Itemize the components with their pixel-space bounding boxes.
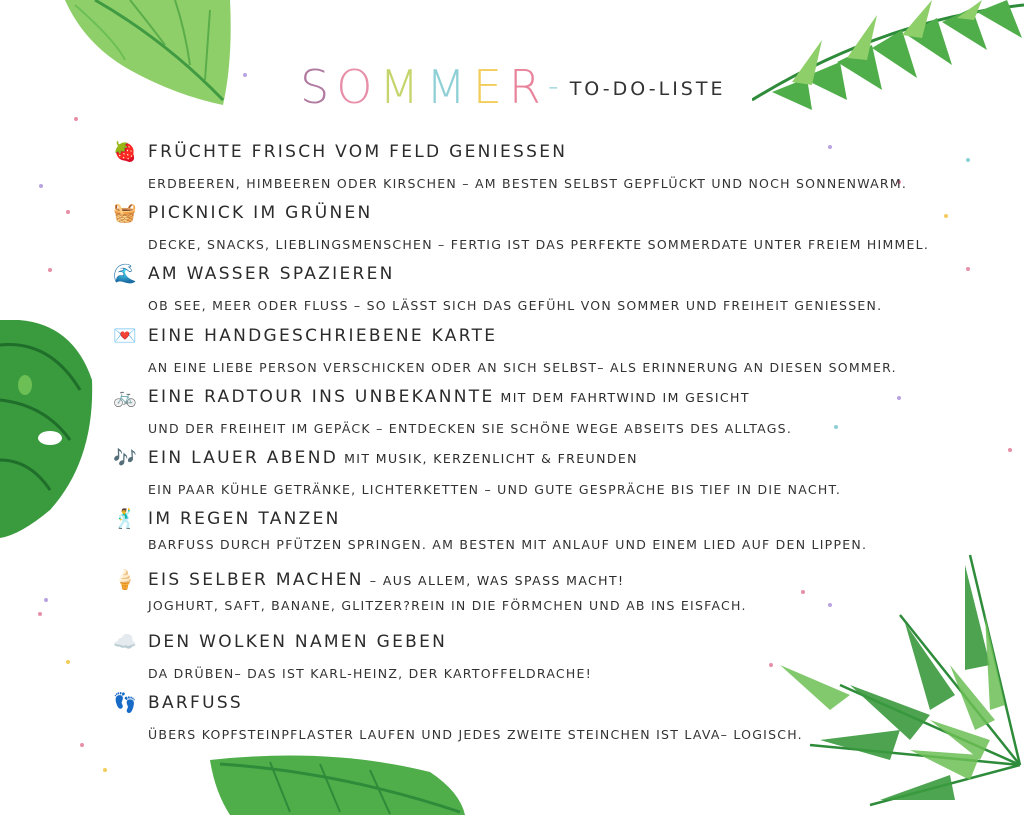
item-heading [148,448,638,468]
list-item [112,324,932,385]
title-letter: S [300,60,337,114]
item-description: AN EINE LIEBE PERSON VERSCHICKEN ODER AN SICH SELBST– ALS ERINNERUNG AN DIESEN SOMMER. [148,359,897,375]
list-item [112,630,932,691]
item-title: EINE RADTOUR INS UNBEKANNTE [148,386,495,407]
item-extra: MIT MUSIK, KERZENLICHT & FREUNDEN [344,450,638,466]
item-heading [148,142,567,162]
item-extra: MIT DEM FAHRTWIND IM GESICHT [500,389,750,405]
title-letter: E [472,60,509,114]
monstera-leaf-top-left [55,0,235,110]
item-title: DEN WOLKEN NAMEN GEBEN [148,631,448,652]
item-description: EIN PAAR KÜHLE GETRÄNKE, LICHTERKETTEN – UND GUTE GESPRÄCHE BIS TIEF IN DIE NACHT. [148,481,842,497]
item-heading [148,387,750,407]
confetti-dot [39,184,43,188]
item-title: IM REGEN TANZEN [148,509,341,530]
title-dash: - [547,69,566,104]
item-extra: – AUS ALLEM, WAS SPASS MACHT! [369,573,625,589]
item-title: FRÜCHTE FRISCH VOM FELD GENIESSEN [148,142,568,162]
confetti-dot [966,158,970,162]
item-description: BARFUSS DURCH PFÜTZEN SPRINGEN. AM BESTEN MIT ANLAUF UND EINEM LIED AUF DEN LIPPEN. [148,537,868,553]
item-title: EIS SELBER MACHEN [148,570,364,591]
list-item [112,140,932,201]
item-title: BARFUSS [148,692,244,713]
title-letter: M [379,60,427,114]
page-title [300,58,726,114]
item-heading [148,632,447,652]
monstera-leaf-left [0,320,95,540]
love-letter-icon: 💌 [113,324,137,347]
confetti-dot [1008,448,1012,452]
list-item [112,691,932,752]
confetti-dot [66,210,70,214]
palm-leaf-top-right [752,0,1024,115]
item-heading [148,693,243,713]
item-description: OB SEE, MEER ODER FLUSS – SO LÄSST SICH DAS GEFÜHL VON SOMMER UND FREIHEIT GENIESSEN. [148,298,883,314]
item-description: DECKE, SNACKS, LIEBLINGSMENSCHEN – FERTIG IST DAS PERFEKTE SOMMERDATE UNTER FREIEM HIMMEL. [148,237,930,253]
confetti-dot [966,267,970,271]
title-subtitle: TO-DO-LISTE [569,78,726,100]
ice-cream-icon: 🍦 [113,569,137,592]
list-item [112,507,932,568]
cloud-icon: ☁️ [113,630,137,653]
confetti-dot [74,117,78,121]
item-description: JOGHURT, SAFT, BANANE, GLITZER?REIN IN DIE FÖRMCHEN UND AB INS EISFACH. [148,598,747,614]
title-letter: O [336,60,380,114]
title-letter: R [508,60,548,114]
dancing-person-icon: 🕺 [113,508,137,531]
confetti-dot [944,214,948,218]
list-item [112,201,932,262]
item-description: ERDBEEREN, HIMBEEREN ODER KIRSCHEN – AM BESTEN SELBST GEPFLÜCKT UND NOCH SONNENWARM. [148,176,908,191]
confetti-dot [103,768,107,772]
item-heading [148,509,341,529]
list-item [112,262,932,323]
wave-icon: 🌊 [113,263,137,286]
item-title: AM WASSER SPAZIEREN [148,264,395,285]
confetti-dot [48,268,52,272]
item-title: PICKNICK IM GRÜNEN [148,203,373,224]
strawberry-icon: 🍓 [113,141,137,163]
confetti-dot [66,660,70,664]
item-title: EINE HANDGESCHRIEBENE KARTE [148,325,498,346]
item-description: UND DER FREIHEIT IM GEPÄCK – ENTDECKEN SIE SCHÖNE WEGE ABSEITS DES ALLTAGS. [148,420,793,436]
title-letter: M [426,60,473,114]
list-item [112,446,932,507]
picnic-basket-icon: 🧺 [113,202,137,225]
item-description: ÜBERS KOPFSTEINPFLASTER LAUFEN UND JEDES ZWEITE STEINCHEN IST LAVA– LOGISCH. [148,726,803,742]
item-title: EIN LAUER ABEND [148,447,339,468]
list-item [112,385,932,446]
confetti-dot [38,612,42,616]
item-heading [148,570,624,590]
item-heading [148,326,497,346]
item-heading [148,264,395,284]
item-description: DA DRÜBEN– DAS IST KARL-HEINZ, DER KARTOFFELDRACHE! [148,665,592,681]
item-heading [148,203,373,223]
music-notes-icon: 🎶 [113,446,137,469]
confetti-dot [44,598,48,602]
confetti-dot [243,73,247,77]
bicycle-icon: 🚲 [113,385,137,408]
monstera-leaf-bottom [210,752,465,815]
list-item [112,568,932,629]
title-main [300,60,566,114]
footprints-icon: 👣 [113,691,137,714]
confetti-dot [80,743,84,747]
todo-list [112,140,932,752]
